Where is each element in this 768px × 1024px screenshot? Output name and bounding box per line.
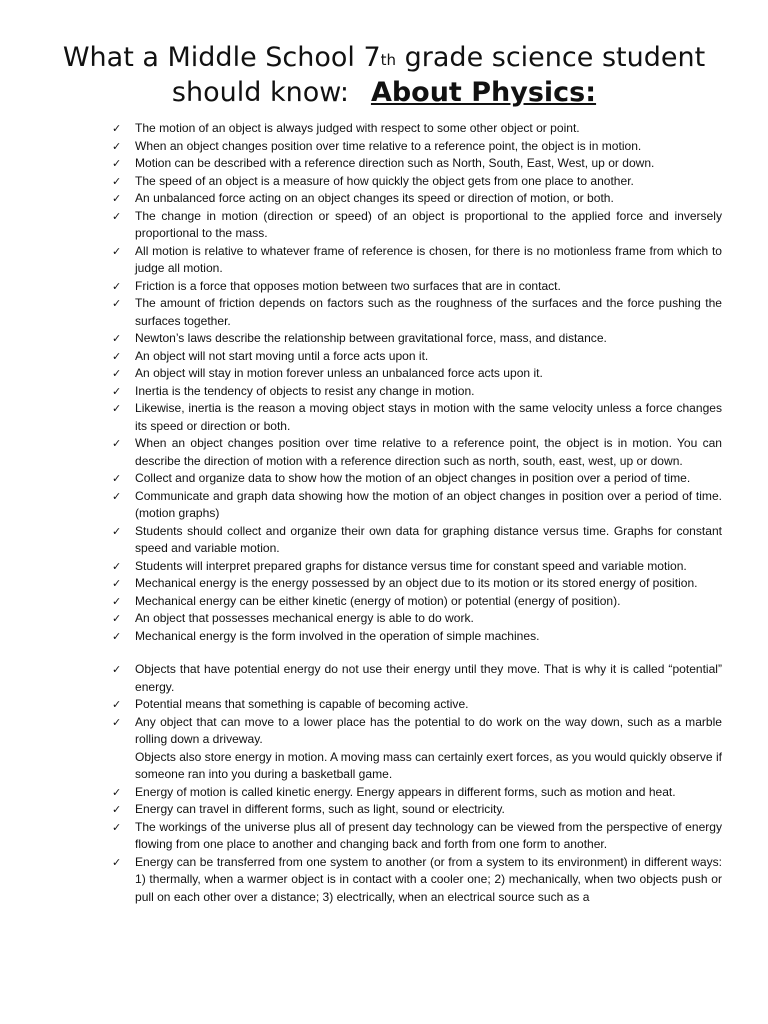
checklist-item: ✓ The motion of an object is always judged with respect to some other object or point. [110, 120, 722, 138]
checklist-item: ✓ Newton’s laws describe the relationship between gravitational force, mass, and distance. [110, 330, 722, 348]
title-line-1 [0, 40, 768, 75]
checklist-item: ✓ Potential means that something is capable of becoming active. [110, 696, 722, 714]
checklist-item: ✓ Motion can be described with a reference direction such as North, South, East, West, up or down. [110, 155, 722, 173]
title-superscript: th [380, 51, 397, 69]
checklist-item: ✓ Energy of motion is called kinetic energy. Energy appears in different forms, such as motion and heat. [110, 784, 722, 802]
checklist-item: ✓ Inertia is the tendency of objects to resist any change in motion. [110, 383, 722, 401]
checklist-item: ✓ Energy can be transferred from one system to another (or from a system to its environment) in different ways: 1) thermally, when a warmer object is in contact with a cooler one; 2) mechanically, when two objects push or pull on each other over a distance; 3) electrically, when an electrical source such as a [110, 854, 722, 907]
title-should-know: should know: [171, 77, 349, 108]
checklist-item: ✓ Mechanical energy is the form involved in the operation of simple machines. [110, 628, 722, 646]
checklist-item: ✓ An unbalanced force acting on an object changes its speed or direction of motion, or both. [110, 190, 722, 208]
checklist-item: ✓ Collect and organize data to show how the motion of an object changes in position over a period of time. [110, 470, 722, 488]
checklist-item: ✓ Friction is a force that opposes motion between two surfaces that are in contact. [110, 278, 722, 296]
checklist-item: ✓ When an object changes position over time relative to a reference point, the object is in motion. You can describe the direction of motion with a reference direction such as north, south, east, west, up or down. [110, 435, 722, 470]
checklist-item: ✓ An object will stay in motion forever unless an unbalanced force acts upon it. [110, 365, 722, 383]
checklist-item: ✓ Students will interpret prepared graphs for distance versus time for constant speed and variable motion. [110, 558, 722, 576]
title-subject: About Physics: [370, 77, 597, 108]
checklist-item: ✓ Any object that can move to a lower place has the potential to do work on the way down, such as a marble rolling down a driveway. [110, 714, 722, 749]
checklist-item: ✓ All motion is relative to whatever frame of reference is chosen, for there is no motionless frame from which to judge all motion. [110, 243, 722, 278]
checklist-item: ✓ An object that possesses mechanical energy is able to do work. [110, 610, 722, 628]
checklist-item: ✓ The amount of friction depends on factors such as the roughness of the surfaces and the force pushing the surfaces together. [110, 295, 722, 330]
checklist-item: ✓ Mechanical energy is the energy possessed by an object due to its motion or its stored energy of position. [110, 575, 722, 593]
checklist-item: ✓ When an object changes position over time relative to a reference point, the object is in motion. [110, 138, 722, 156]
title-line-2 [0, 75, 768, 110]
checklist-item: ✓ Communicate and graph data showing how the motion of an object changes in position over a period of time. (motion graphs) [110, 488, 722, 523]
checklist-item: ✓ Mechanical energy can be either kinetic (energy of motion) or potential (energy of position). [110, 593, 722, 611]
checklist-item: ✓ The speed of an object is a measure of how quickly the object gets from one place to another. [110, 173, 722, 191]
checklist-item: ✓ Students should collect and organize their own data for graphing distance versus time. Graphs for constant speed and variable motion. [110, 523, 722, 558]
checklist-item: ✓ The change in motion (direction or speed) of an object is proportional to the applied force and inversely proportional to the mass. [110, 208, 722, 243]
checklist-item: Objects also store energy in motion. A moving mass can certainly exert forces, as you would quickly observe if someone ran into you during a basketball game. [135, 749, 722, 781]
checklist-item: ✓ The workings of the universe plus all of present day technology can be viewed from the perspective of energy flowing from one place to another and changing back and forth from one form to another. [110, 819, 722, 854]
title-text-start: What a Middle School 7 [62, 42, 381, 73]
document-title [0, 40, 768, 110]
checklist-item: ✓ Objects that have potential energy do not use their energy until they move. That is why it is called “potential” energy. [110, 661, 722, 696]
checklist-item: ✓ Energy can travel in different forms, such as light, sound or electricity. [110, 801, 722, 819]
checklist-item: ✓ An object will not start moving until a force acts upon it. [110, 348, 722, 366]
physics-checklist [110, 120, 722, 906]
title-text-end: grade science student [396, 42, 706, 73]
checklist-item: ✓ Likewise, inertia is the reason a moving object stays in motion with the same velocity unless a force changes its speed or direction or both. [110, 400, 722, 435]
